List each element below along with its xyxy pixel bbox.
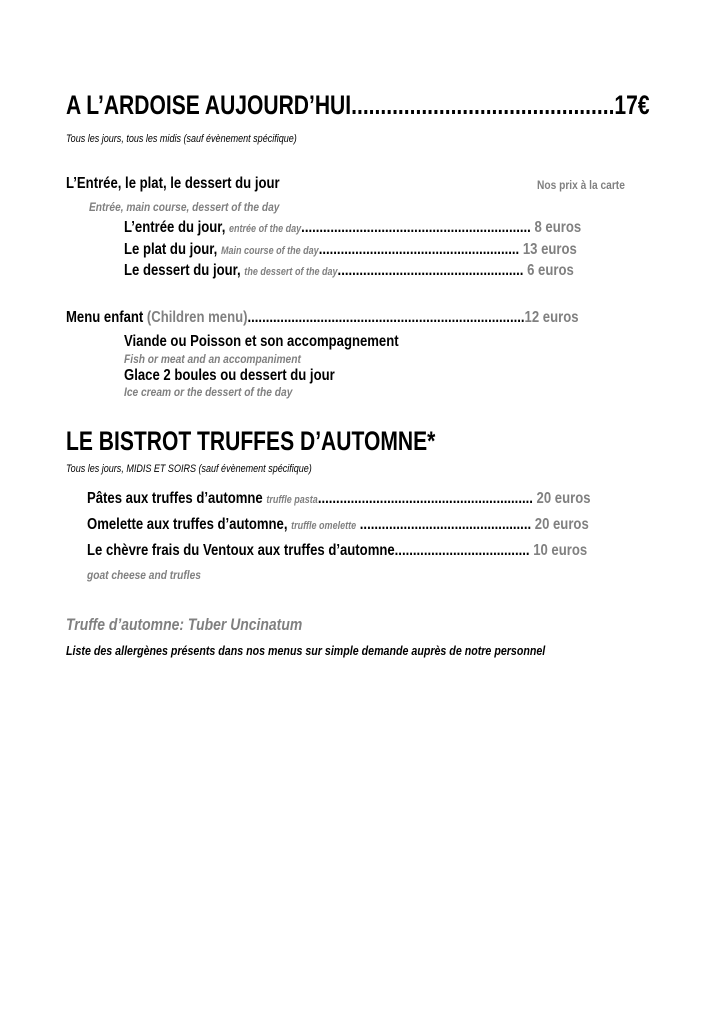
chevre-price: 10 euros [533, 542, 588, 559]
kids-price: 12 euros [524, 309, 579, 326]
formula-title: L’Entrée, le plat, le dessert du jour [66, 175, 280, 192]
kids-choice-main-english: Fish or meat and an accompaniment [124, 352, 301, 366]
pates-price: 20 euros [536, 490, 591, 507]
bistrot-subtitle: Tous les jours, MIDIS ET SOIRS (sauf évènement spécifique) [66, 463, 312, 475]
ardoise-subtitle: Tous les jours, tous les midis (sauf évènement spécifique) [66, 133, 297, 145]
menu-section-title-bistrot: LE BISTROT TRUFFES D’AUTOMNE* [66, 426, 436, 456]
kids-choice-dessert: Glace 2 boules ou dessert du jour [124, 367, 335, 384]
truffle-footnote: Truffe d’automne: Tuber Uncinatum [66, 615, 303, 634]
menu-item-plat: Le plat du jour, Main course of the day....................................................... 13 euros [124, 241, 577, 258]
ardoise-title-text: A L’ARDOISE AUJOURD’HUI [66, 90, 352, 120]
ardoise-price: 17€ [614, 90, 650, 120]
menu-item-pates: Pâtes aux truffes d’automne truffle pasta........................................................... 20 euros [87, 490, 591, 507]
menu-section-title-ardoise [66, 90, 724, 121]
allergens-note: Liste des allergènes présents dans nos menus sur simple demande auprès de notre personnel [66, 643, 546, 658]
ardoise-title-dots: ............................................. [351, 90, 615, 120]
formula-price-note: Nos prix à la carte [537, 178, 625, 192]
menu-item-dessert: Le dessert du jour, the dessert of the day................................................... 6 euros [124, 262, 574, 279]
entree-price: 8 euros [534, 219, 582, 236]
menu-item-entree: L’entrée du jour, entrée of the day............................................................... 8 euros [124, 219, 582, 236]
chevre-english: goat cheese and trufles [87, 568, 201, 582]
kids-choice-dessert-english: Ice cream or the dessert of the day [124, 385, 293, 399]
menu-item-omelette: Omelette aux truffes d’automne, truffle omelette ............................................... 20 euros [87, 516, 589, 533]
omelette-price: 20 euros [534, 516, 589, 533]
plat-price: 13 euros [522, 241, 577, 258]
dessert-price: 6 euros [527, 262, 574, 279]
formula-english: Entrée, main course, dessert of the day [89, 200, 280, 214]
menu-item-kids: Menu enfant (Children menu)............................................................................12 euros [66, 309, 579, 326]
kids-choice-main: Viande ou Poisson et son accompagnement [124, 333, 399, 350]
menu-item-chevre: Le chèvre frais du Ventoux aux truffes d’automne..................................... 10 euros [87, 542, 588, 559]
